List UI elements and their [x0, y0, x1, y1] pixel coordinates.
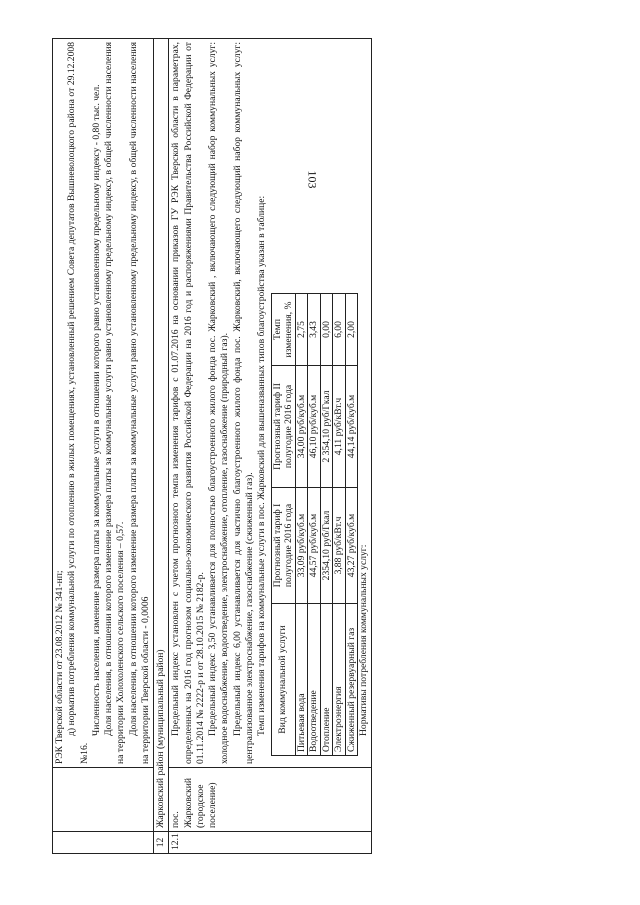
prev-row: [53, 39, 154, 854]
tariff-table: [271, 293, 359, 756]
tariff-cell: 3,43: [308, 294, 321, 366]
tariff-header-cell: Темп изменения, %: [271, 294, 295, 366]
prev-row-number: [53, 832, 154, 854]
tariff-row: [345, 294, 358, 756]
tariff-header-cell: Вид коммунальной услуги: [271, 604, 295, 756]
row-content: [169, 39, 372, 768]
tariff-cell: 6,00: [333, 294, 346, 366]
page-number: 103: [305, 170, 320, 189]
tariff-cell: 2 354,10 руб/Гкал: [320, 366, 333, 488]
tariff-cell: 46,10 руб/куб.м: [308, 366, 321, 488]
tariff-cell: Отопление: [320, 604, 333, 756]
tariff-header-cell: Прогнозный тариф I полугодие 2016 года: [271, 488, 295, 604]
prev-text-line: Численность населения, изменение размера платы за коммунальные услуги в отношении которого равно установленному предельному индексу - 0,80 тыс. чел.: [90, 84, 102, 736]
tariff-row: [320, 294, 333, 756]
tariff-cell: 43,27 руб/куб.м: [345, 488, 358, 604]
row-number: 12.1: [169, 832, 372, 854]
rotated-page: [52, 39, 470, 854]
tariff-cell: Питьевая вода: [295, 604, 308, 756]
prev-text-line: Доля населения, в отношении которого изменение размера платы за коммунальные услуги равно установленному предельному индексу, в общей численности населения на территории Холохоленского сельского поселения – 0,57.: [103, 42, 127, 764]
main-table: [52, 38, 372, 854]
tariff-cell: 44,57 руб/куб.м: [308, 488, 321, 604]
row-name: пос. Жарковский (городское поселение): [169, 768, 372, 832]
paragraph: Предельный индекс 6,00 устанавливается для частично благоустроенного жилого фонда пос. Жарковский, включающего следующий набор коммунальных услуг: централизованное электроснабжение, газоснабжение (сжиженный газ).: [231, 42, 255, 764]
tariff-cell: 0,00: [320, 294, 333, 366]
tariff-cell: Электроэнергия: [333, 604, 346, 756]
tariff-row: [295, 294, 308, 756]
tariff-cell: Сжиженный резервуарный газ: [345, 604, 358, 756]
tariff-cell: 3,88 руб/кВт.ч: [333, 488, 346, 604]
tariff-row: [333, 294, 346, 756]
tariff-cell: 2,75: [295, 294, 308, 366]
paragraph: Нормативы потребления коммунальных услуг:: [358, 544, 370, 736]
tariff-header-cell: Прогнозный тариф II полугодие 2016 года: [271, 366, 295, 488]
prev-text-line: РЭК Тверской области от 23.08.2012 № 341-нп;: [54, 570, 65, 764]
tariff-row: [308, 294, 321, 756]
prev-row-name: [53, 768, 154, 832]
paragraph: Предельный индекс установлен с учетом прогнозного темпа изменения тарифов с 01.07.2016 на основании приказов ГУ РЭК Тверской области в параметрах, определенных на 2016 год прогнозом социально-экономического развития Российской Федерации на 2016 год и распоряжениями Правительства Российской Федерации от 01.11.2014 № 2222-р и от 28.10.2015 № 2182-р.: [170, 42, 206, 764]
tariff-cell: 2,00: [345, 294, 358, 366]
section-row: [154, 39, 169, 854]
tariff-cell: 44,14 руб/куб.м: [345, 366, 358, 488]
paragraph: Предельный индекс 3,50 устанавливается для полностью благоустроенного жилого фонда пос. Жарковский , включающего следующий набор коммунальных услуг: холодное водоснабжение, водоотведение, электроснабжение, отопление, газоснабжение (природный газ).: [207, 42, 231, 764]
section-number: 12: [154, 832, 169, 854]
prev-row-content: [53, 39, 154, 768]
tariff-cell: Водоотведение: [308, 604, 321, 756]
prev-text-line: д) норматив потребления коммунальной услуги по отоплению в жилых помещениях, установленный решением Совета депутатов Вышневолоцкого района от 29.12.2008 №16.: [66, 42, 90, 764]
paragraph: Темп изменения тарифов на коммунальные услуги в пос. Жарковский для вышеназванных типов благоустройства указан в таблице:: [256, 195, 268, 736]
tariff-header-row: [271, 294, 295, 756]
section-title: Жарковский район (муниципальный район): [154, 39, 169, 832]
prev-text-line: Доля населения, в отношении которого изменение размера платы за коммунальные услуги равно установленному предельному индексу, в общей численности населения на территории Тверской области - 0,0006: [127, 42, 151, 764]
tariff-cell: 4,11 руб/кВт.ч: [333, 366, 346, 488]
tariff-cell: 34,00 руб/куб.м: [295, 366, 308, 488]
data-row: [169, 39, 372, 854]
tariff-cell: 2354,10 руб/Гкал: [320, 488, 333, 604]
tariff-cell: 33,09 руб/куб.м: [295, 488, 308, 604]
